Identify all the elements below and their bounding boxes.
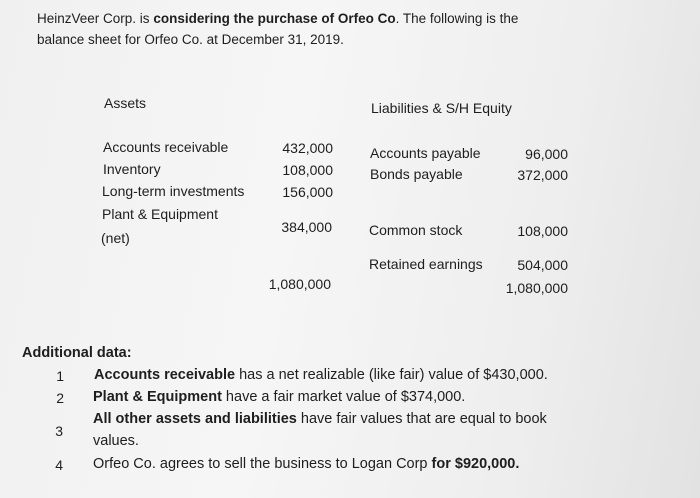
asset-value-long-term-investments: 156,000 [282, 184, 333, 200]
liability-value-accounts-payable: 96,000 [525, 146, 568, 162]
liabilities-header: Liabilities & S/H Equity [371, 100, 512, 116]
additional-item-1: Accounts receivable has a net realizable (like fair) value of $430,000. [94, 367, 548, 383]
additional-item-number-1: 1 [56, 368, 64, 384]
additional-item-3: All other assets and liabilities have fair values that are equal to book [93, 411, 547, 427]
assets-total: 1,080,000 [268, 276, 331, 292]
additional-item-2: Plant & Equipment have a fair market value of $374,000. [93, 389, 466, 405]
liability-value-bonds-payable: 372,000 [517, 167, 568, 183]
intro-bold-phrase: considering the purchase of Orfeo Co [153, 11, 396, 26]
liability-value-retained-earnings: 504,000 [517, 257, 568, 273]
additional-item-4: Orfeo Co. agrees to sell the business to Logan Corp for $920,000. [93, 456, 520, 472]
asset-value-accounts-receivable: 432,000 [282, 140, 333, 156]
additional-item-number-2: 2 [56, 390, 64, 406]
intro-line-2: balance sheet for Orfeo Co. at December 31, 2019. [37, 32, 344, 47]
additional-item-number-3: 3 [55, 423, 63, 439]
asset-label-plant-equipment: Plant & Equipment [102, 206, 218, 222]
asset-label-inventory: Inventory [103, 161, 161, 177]
liabilities-total: 1,080,000 [505, 280, 568, 296]
additional-item-number-4: 4 [55, 457, 63, 473]
additional-item-3-continued: values. [93, 433, 139, 449]
intro-line-1: HeinzVeer Corp. is considering the purchase of Orfeo Co. The following is the [37, 11, 519, 26]
liability-label-accounts-payable: Accounts payable [370, 145, 481, 161]
liability-value-common-stock: 108,000 [517, 223, 568, 239]
intro-paragraph [37, 8, 518, 50]
liability-label-retained-earnings: Retained earnings [369, 256, 483, 272]
asset-value-inventory: 108,000 [282, 162, 333, 178]
liability-label-common-stock: Common stock [369, 222, 463, 238]
asset-label-accounts-receivable: Accounts receivable [103, 139, 229, 155]
liability-label-bonds-payable: Bonds payable [370, 166, 463, 182]
asset-label-long-term-investments: Long-term investments [102, 183, 245, 199]
assets-header: Assets [104, 95, 147, 111]
asset-value-plant-equipment: 384,000 [281, 219, 332, 235]
additional-data-title: Additional data: [22, 345, 132, 361]
asset-label-net: (net) [101, 230, 130, 246]
